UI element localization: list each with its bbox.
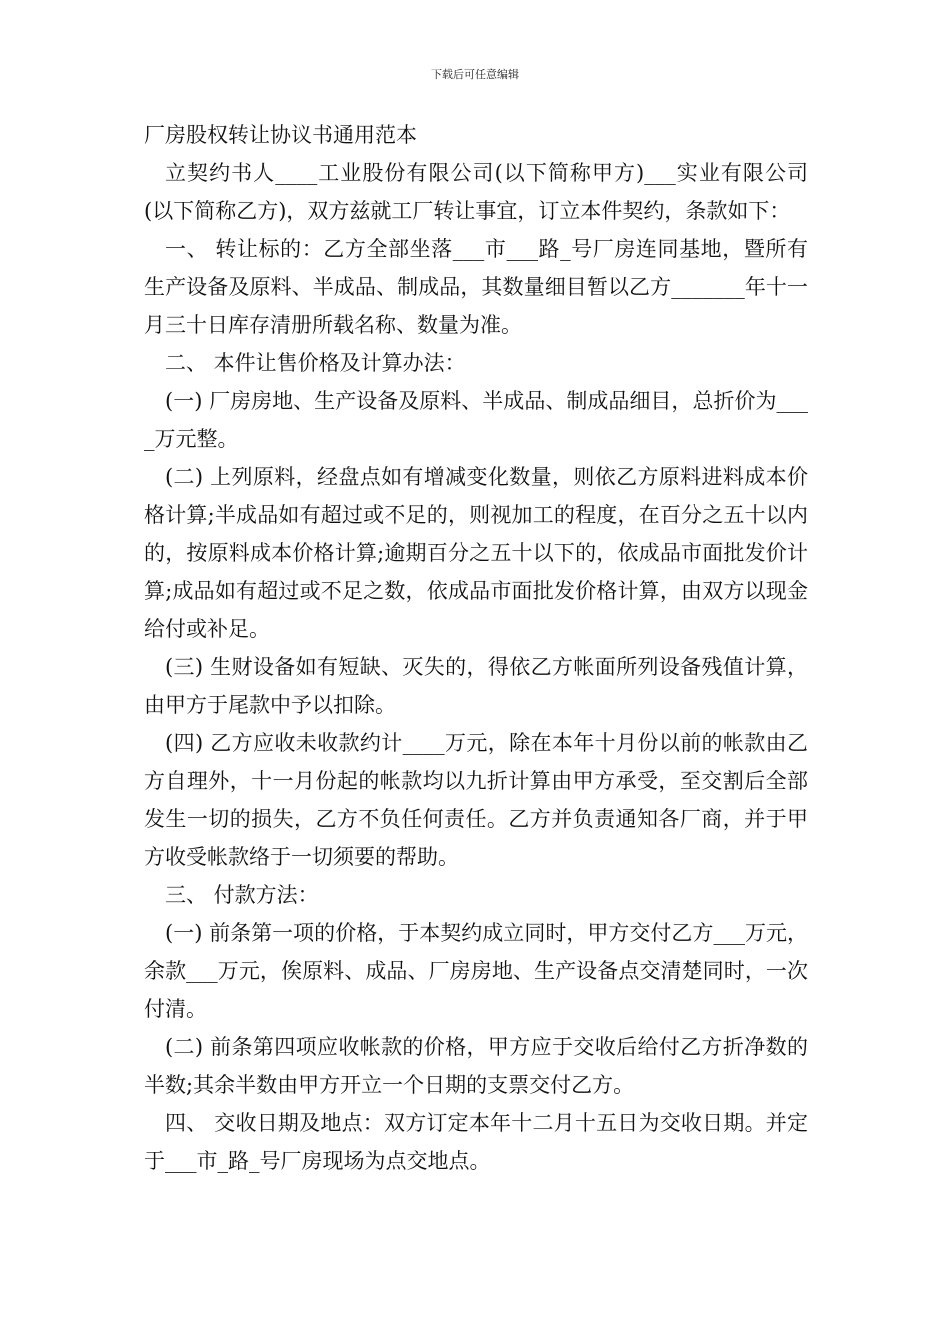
- paragraph-clause-2-heading: 二、 本件让售价格及计算办法：: [165, 351, 466, 375]
- paragraph-clause-2-item-3: (三) 生财设备如有短缺、灭失的，得依乙方帐面所列设备残值计算，由甲方于尾款中予以扣除。: [144, 655, 808, 717]
- document-title: 厂房股权转让协议书通用范本: [144, 123, 417, 147]
- paragraph-clause-3-heading: 三、 付款方法：: [165, 883, 319, 907]
- header-note: 下载后可任意编辑: [431, 68, 519, 81]
- paragraph-clause-1: 一、 转让标的：乙方全部坐落___市___路_号厂房连同基地，暨所有生产设备及原料、半成品、制成品，其数量细目暂以乙方_______年十一月三十日库存清册所载名称、数量为准。: [144, 237, 808, 337]
- paragraph-clause-4: 四、 交收日期及地点：双方订定本年十二月十五日为交收日期。并定于___市_路_号厂房现场为点交地点。: [144, 1111, 808, 1173]
- paragraph-clause-2-item-2: (二) 上列原料，经盘点如有增减变化数量，则依乙方原料进料成本价格计算;半成品如有超过或不足的，则视加工的程度，在百分之五十以内的，按原料成本价格计算;逾期百分之五十以下的，依成品市面批发价计算;成品如有超过或不足之数，依成品市面批发价格计算，由双方以现金给付或补足。: [144, 465, 808, 641]
- document-body: [144, 116, 808, 1180]
- paragraph-clause-3-item-1: (一) 前条第一项的价格，于本契约成立同时，甲方交付乙方___万元，余款___万元，俟原料、成品、厂房房地、生产设备点交清楚同时，一次付清。: [144, 921, 808, 1021]
- paragraph-clause-3-item-2: (二) 前条第四项应收帐款的价格，甲方应于交收后给付乙方折净数的半数;其余半数由甲方开立一个日期的支票交付乙方。: [144, 1035, 808, 1097]
- paragraph-clause-2-item-1: (一) 厂房房地、生产设备及原料、半成品、制成品细目，总折价为____万元整。: [144, 389, 808, 451]
- paragraph-preamble: 立契约书人____工业股份有限公司(以下简称甲方)___实业有限公司(以下简称乙方)，双方兹就工厂转让事宜，订立本件契约，条款如下：: [144, 161, 808, 223]
- paragraph-clause-2-item-4: (四) 乙方应收未收款约计____万元，除在本年十月份以前的帐款由乙方自理外，十一月份起的帐款均以九折计算由甲方承受，至交割后全部发生一切的损失，乙方不负任何责任。乙方并负责通知各厂商，并于甲方收受帐款络于一切须要的帮助。: [144, 731, 808, 869]
